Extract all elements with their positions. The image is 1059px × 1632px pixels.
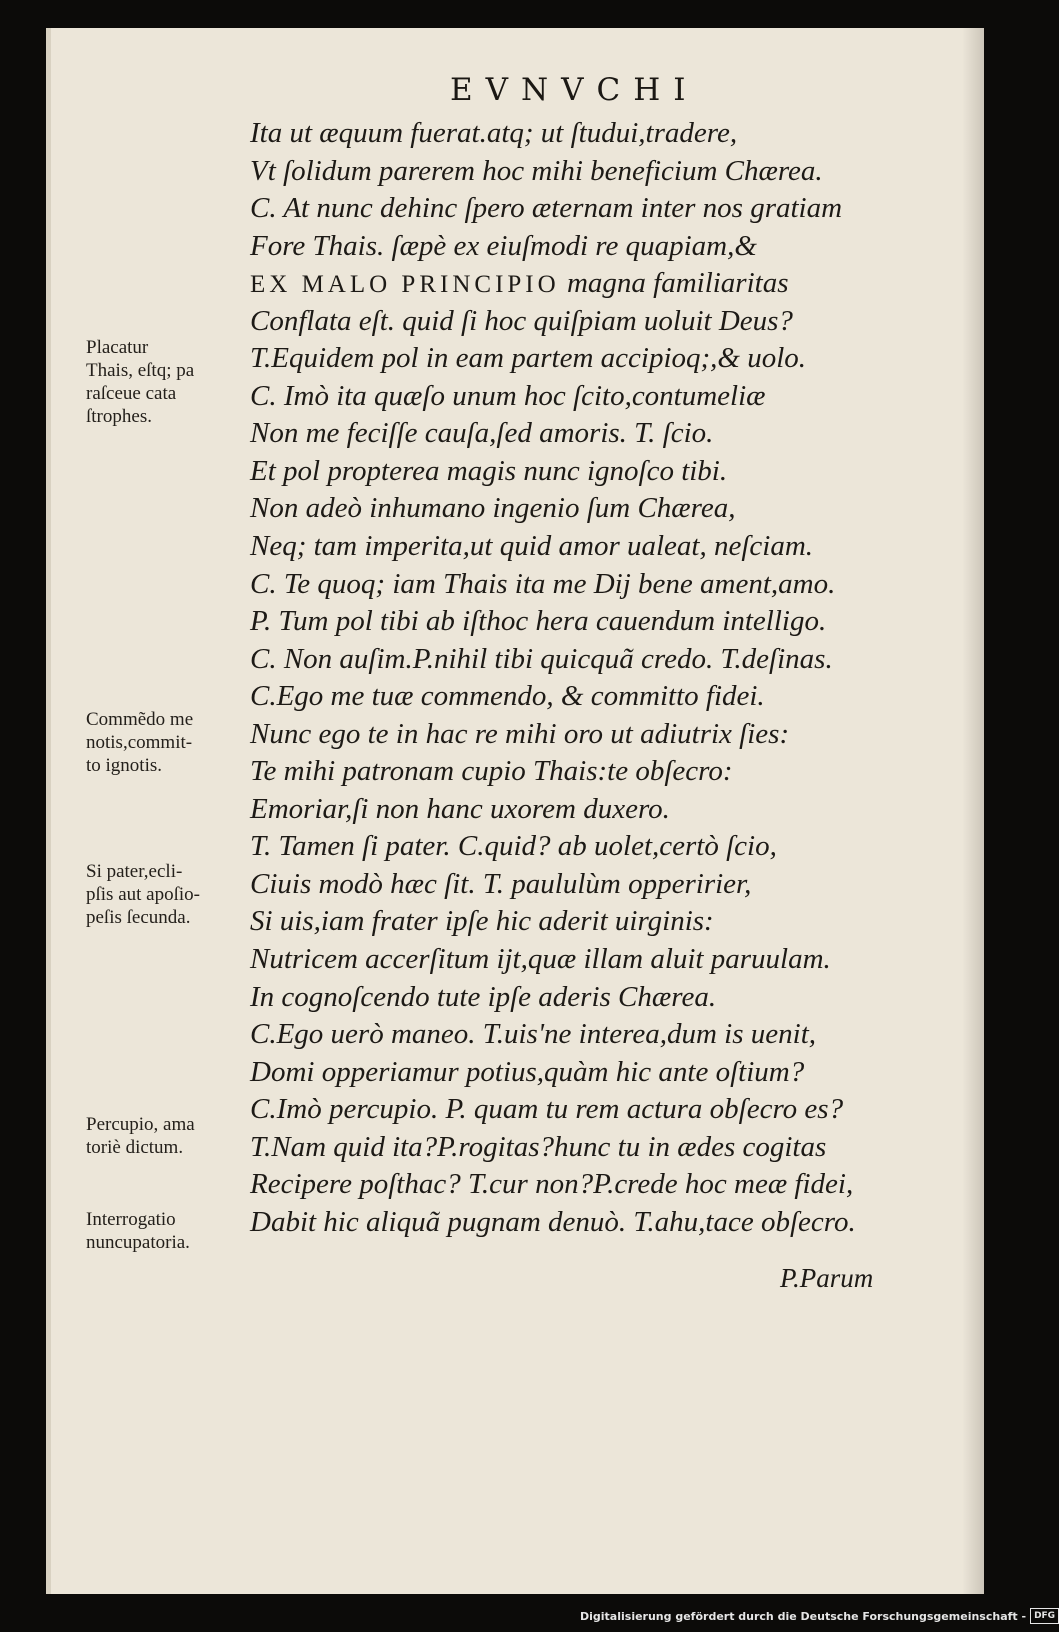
verse-text: Domi opperiamur potius,quàm hic ante oſtium?	[250, 1055, 805, 1088]
verse-line	[250, 153, 940, 191]
verse-line	[250, 265, 940, 303]
marginal-note-line: ſtrophes.	[86, 406, 152, 427]
marginal-note-line: to ignotis.	[86, 755, 163, 776]
verse-text: Vt ſolidum parerem hoc mihi beneficium Chærea.	[250, 154, 823, 187]
marginal-note	[86, 860, 256, 929]
verse-line	[250, 1091, 940, 1129]
verse-line	[250, 228, 940, 266]
verse-block	[250, 115, 940, 1241]
verse-line	[250, 1129, 940, 1167]
verse-text: Nutricem accerſitum ijt,quæ illam aluit paruulam.	[250, 943, 831, 976]
page-shadow	[962, 28, 984, 1594]
verse-line	[250, 791, 940, 829]
verse-text: P. Tum pol tibi ab iſthoc hera cauendum intelligo.	[250, 605, 827, 638]
verse-line	[250, 941, 940, 979]
verse-text: Neq; tam imperita,ut quid amor ualeat, neſciam.	[250, 530, 814, 563]
marginal-note	[86, 336, 256, 428]
verse-text: T. Tamen ſi pater. C.quid? ab uolet,certò ſcio,	[250, 830, 777, 863]
verse-line	[250, 528, 940, 566]
verse-text: C.Ego me tuæ commendo, & committo fidei.	[250, 680, 765, 713]
marginal-note-line: notis,commit-	[86, 732, 193, 753]
verse-line	[250, 603, 940, 641]
funding-credit-text: Digitalisierung gefördert durch die Deutsche Forschungsgemeinschaft -	[580, 1609, 1027, 1623]
verse-line	[250, 979, 940, 1017]
verse-text: C.Imò percupio. P. quam tu rem actura obſecro es?	[250, 1093, 844, 1126]
marginal-note-line: pſis aut apoſio-	[86, 884, 200, 905]
marginal-note	[86, 708, 256, 777]
verse-text: Dabit hic aliquã pugnam denuò. T.ahu,tace obſecro.	[250, 1205, 856, 1238]
verse-line	[250, 1054, 940, 1092]
verse-text: Conflata eſt. quid ſi hoc quiſpiam uoluit Deus?	[250, 304, 793, 337]
marginal-note-line: Placatur	[86, 337, 149, 358]
verse-line	[250, 566, 940, 604]
verse-text: Et pol propterea magis nunc ignoſco tibi.	[250, 454, 728, 487]
dfg-logo-icon: DFG	[1030, 1608, 1059, 1624]
verse-text: T.Equidem pol in eam partem accipioq;,& uolo.	[250, 342, 807, 375]
marginal-note-line: Commẽdo me	[86, 709, 194, 730]
verse-line	[250, 340, 940, 378]
funding-credit	[580, 1606, 1059, 1626]
verse-text: Te mihi patronam cupio Thais:te obſecro:	[250, 755, 733, 788]
verse-line	[250, 753, 940, 791]
marginal-note	[86, 1113, 256, 1159]
verse-line	[250, 415, 940, 453]
verse-text: Non adeò inhumano ingenio ſum Chærea,	[250, 492, 736, 525]
verse-line	[250, 828, 940, 866]
marginal-note-line: toriè dictum.	[86, 1137, 184, 1158]
verse-line	[250, 678, 940, 716]
marginal-note-line: Thais, eſtq; pa	[86, 360, 195, 381]
verse-text: Ita ut æquum fuerat.atq; ut ſtudui,tradere,	[250, 117, 738, 149]
verse-text: Non me feciſſe cauſa,ſed amoris. T. ſcio.	[250, 417, 714, 450]
verse-text: C.Ego uerò maneo. T.uis'ne interea,dum is uenit,	[250, 1018, 817, 1051]
marginal-note-line: Interrogatio	[86, 1209, 176, 1230]
verse-line	[250, 1204, 940, 1242]
verse-text: T.Nam quid ita?P.rogitas?hunc tu in ædes cogitas	[250, 1130, 827, 1163]
small-caps-proverb: EX MALO PRINCIPIO	[250, 271, 560, 299]
verse-text: Ciuis modò hæc ſit. T. paululùm opperirier,	[250, 867, 752, 900]
verse-text: C. At nunc dehinc ſpero æternam inter nos gratiam	[250, 192, 843, 225]
verse-line	[250, 1166, 940, 1204]
verse-text: C. Imò ita quæſo unum hoc ſcito,contumeliæ	[250, 379, 766, 412]
verse-line	[250, 490, 940, 528]
marginal-note	[86, 1208, 256, 1254]
verse-line	[250, 716, 940, 754]
verse-text: Recipere poſthac? T.cur non?P.crede hoc meæ fidei,	[250, 1168, 854, 1201]
verse-text: Fore Thais. ſæpè ex eiuſmodi re quapiam,&	[250, 229, 757, 262]
verse-line	[250, 453, 940, 491]
verse-line	[250, 903, 940, 941]
verse-line	[250, 190, 940, 228]
marginal-note-line: Si pater,ecli-	[86, 861, 183, 882]
verse-line	[250, 115, 940, 153]
verse-line	[250, 378, 940, 416]
marginal-note-line: Percupio, ama	[86, 1114, 195, 1135]
verse-text: Si uis,iam frater ipſe hic aderit uirginis:	[250, 905, 714, 938]
verse-text: In cognoſcendo tute ipſe aderis Chærea.	[250, 980, 717, 1013]
verse-line	[250, 641, 940, 679]
verse-text: C. Te quoq; iam Thais ita me Dij bene ament,amo.	[250, 567, 836, 600]
marginal-note-line: raſceue cata	[86, 383, 177, 404]
verse-line	[250, 1016, 940, 1054]
verse-text: magna familiaritas	[559, 267, 789, 300]
verse-line	[250, 303, 940, 341]
catchword: P.Parum	[780, 1263, 874, 1293]
verse-text: Emoriar,ſi non hanc uxorem duxero.	[250, 792, 670, 825]
verse-line	[250, 866, 940, 904]
marginal-note-line: nuncupatoria.	[86, 1232, 190, 1253]
verse-text: C. Non auſim.P.nihil tibi quicquã credo. T.deſinas.	[250, 642, 833, 675]
running-head: EVNVCHI	[450, 72, 699, 108]
marginal-note-line: peſis ſecunda.	[86, 907, 191, 928]
verse-text: Nunc ego te in hac re mihi oro ut adiutrix ſies:	[250, 717, 790, 750]
